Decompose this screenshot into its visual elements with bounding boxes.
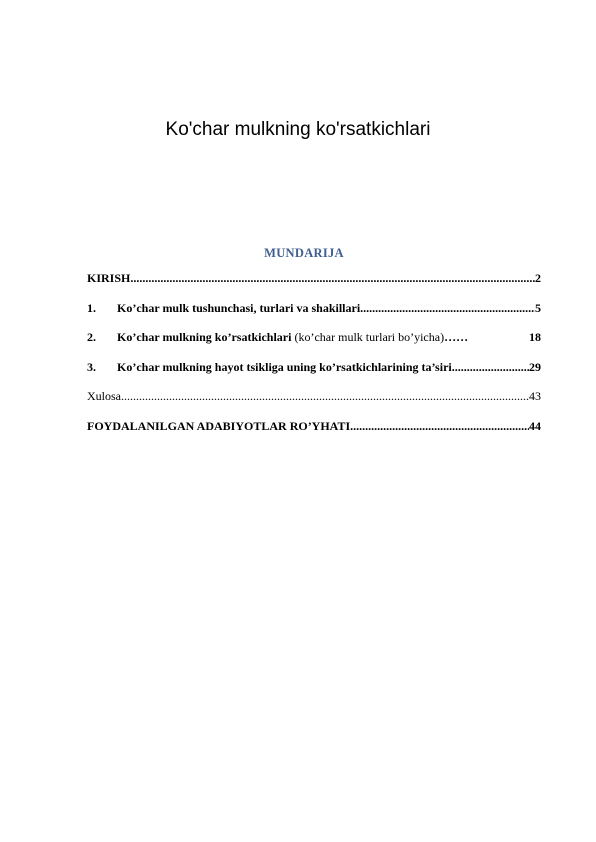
toc-entry-kirish[interactable]: [87, 270, 541, 286]
toc-entry-page: 18: [529, 330, 541, 345]
toc-leader: [130, 270, 535, 286]
toc-entry-2[interactable]: [87, 329, 541, 345]
toc-entry-subtitle: (ko’char mulk turlari bo’yicha): [291, 330, 445, 345]
toc-entry-number: 1.: [87, 300, 96, 315]
toc-entry-title: KIRISH: [87, 271, 131, 285]
toc-entry-page: 44: [529, 418, 541, 433]
toc-leader: [452, 359, 529, 375]
toc-entry-xulosa[interactable]: [87, 388, 541, 404]
toc-entry-number: 2.: [87, 330, 96, 345]
toc-entry-page: 2: [535, 271, 541, 285]
toc-entry-title: Ko’char mulkning hayot tsikliga uning ko’rsatkichlarining ta’siri: [117, 359, 452, 374]
table-of-contents: [87, 270, 541, 448]
toc-entry-page: 43: [529, 389, 541, 404]
toc-leader: [121, 388, 529, 404]
toc-leader: [360, 300, 535, 316]
toc-entry-title: Ko’char mulk tushunchasi, turlari va shakillari: [117, 300, 361, 315]
toc-entry-page: 29: [529, 359, 541, 374]
toc-heading: MUNDARIJA: [264, 246, 344, 260]
toc-leader: [350, 418, 529, 434]
toc-entry-3[interactable]: [87, 359, 541, 375]
toc-entry-number: 3.: [87, 359, 96, 374]
document-title: Ko'char mulkning ko'rsatkichlari: [165, 119, 431, 140]
toc-entry-title-main: Ko’char mulkning ko’rsatkichlari: [117, 330, 292, 345]
toc-entry-1[interactable]: [87, 300, 541, 316]
toc-entry-title: Xulosa: [87, 389, 121, 404]
toc-leader: [444, 329, 529, 345]
toc-entry-title: [117, 329, 444, 345]
toc-entry-page: 5: [535, 300, 541, 315]
toc-entry-adabiyotlar[interactable]: [87, 418, 541, 434]
toc-entry-title: FOYDALANILGAN ADABIYOTLAR RO’YHATI: [87, 418, 351, 433]
